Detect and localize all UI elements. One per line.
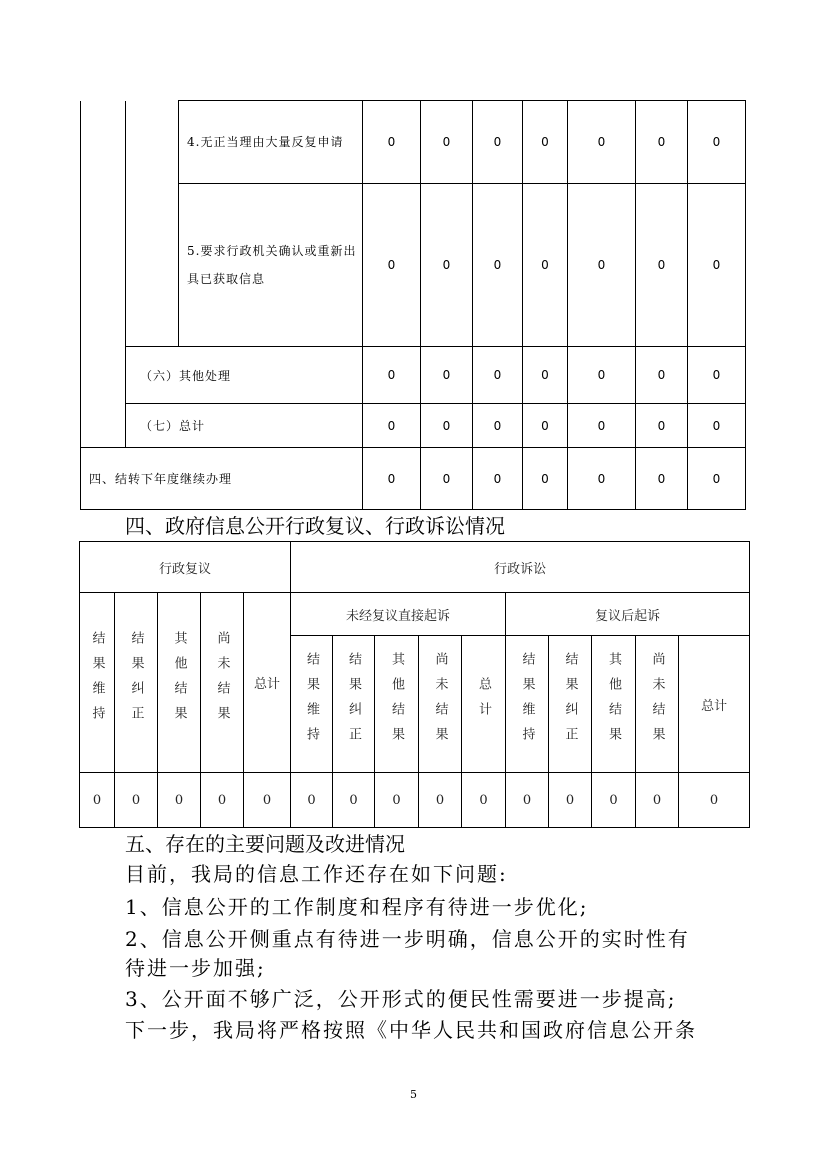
cell-value: 0 xyxy=(523,184,568,347)
row-label: （六）其他处理 xyxy=(126,347,363,404)
cell-value: 0 xyxy=(688,101,746,184)
cell-value: 0 xyxy=(421,101,473,184)
section-heading: 四、政府信息公开行政复议、行政诉讼情况 xyxy=(125,514,505,538)
col-header: 总计 xyxy=(462,636,506,773)
cell-value: 0 xyxy=(549,773,592,828)
paragraph-line: 下一步，我局将严格按照《中华人民共和国政府信息公开条 xyxy=(125,1018,697,1042)
col-header: 其他结果 xyxy=(158,593,201,773)
col-header: 尚未结果 xyxy=(636,636,679,773)
cell-value: 0 xyxy=(523,448,568,510)
application-handling-table xyxy=(80,100,746,510)
table-row xyxy=(81,347,746,404)
cell-value: 0 xyxy=(568,184,636,347)
cell-value: 0 xyxy=(473,404,523,448)
col-header: 其他结果 xyxy=(592,636,636,773)
cell-value: 0 xyxy=(688,448,746,510)
cell-value: 0 xyxy=(363,184,421,347)
cell-value: 0 xyxy=(523,347,568,404)
col-header-total: 总计 xyxy=(679,636,750,773)
col-header: 其他结果 xyxy=(375,636,419,773)
blank-cell xyxy=(126,101,179,347)
table-row xyxy=(81,448,746,510)
cell-value: 0 xyxy=(291,773,333,828)
col-header: 结果维持 xyxy=(506,636,549,773)
review-litigation-table xyxy=(79,541,750,828)
cell-value: 0 xyxy=(115,773,158,828)
cell-value: 0 xyxy=(80,773,115,828)
cell-value: 0 xyxy=(421,448,473,510)
col-header: 结果纠正 xyxy=(333,636,375,773)
cell-value: 0 xyxy=(363,404,421,448)
header-after-review: 复议后起诉 xyxy=(506,593,750,636)
paragraph-line: 2、信息公开侧重点有待进一步明确，信息公开的实时性有 xyxy=(125,927,690,951)
cell-value: 0 xyxy=(363,448,421,510)
cell-value: 0 xyxy=(201,773,244,828)
col-header: 结果纠正 xyxy=(115,593,158,773)
cell-value: 0 xyxy=(462,773,506,828)
cell-value: 0 xyxy=(363,347,421,404)
blank-cell xyxy=(81,101,126,448)
paragraph-line: 待进一步加强; xyxy=(125,956,266,980)
table-row xyxy=(81,101,746,184)
cell-value: 0 xyxy=(636,347,688,404)
col-header: 结果维持 xyxy=(291,636,333,773)
cell-value: 0 xyxy=(568,347,636,404)
table-row xyxy=(80,773,750,828)
col-header: 结果纠正 xyxy=(549,636,592,773)
cell-value: 0 xyxy=(473,184,523,347)
cell-value: 0 xyxy=(523,101,568,184)
cell-value: 0 xyxy=(375,773,419,828)
col-header: 结果维持 xyxy=(80,593,115,773)
cell-value: 0 xyxy=(363,101,421,184)
cell-value: 0 xyxy=(473,448,523,510)
section-heading: 五、存在的主要问题及改进情况 xyxy=(125,832,405,856)
cell-value: 0 xyxy=(419,773,462,828)
header-review: 行政复议 xyxy=(80,542,291,593)
cell-value: 0 xyxy=(568,448,636,510)
cell-value: 0 xyxy=(688,184,746,347)
header-direct-suit: 未经复议直接起诉 xyxy=(291,593,506,636)
cell-value: 0 xyxy=(333,773,375,828)
cell-value: 0 xyxy=(592,773,636,828)
cell-value: 0 xyxy=(636,448,688,510)
row-label: 四、结转下年度继续办理 xyxy=(81,448,363,510)
paragraph-line: 目前，我局的信息工作还存在如下问题: xyxy=(125,862,508,886)
col-header: 尚未结果 xyxy=(419,636,462,773)
cell-value: 0 xyxy=(568,404,636,448)
cell-value: 0 xyxy=(636,773,679,828)
cell-value: 0 xyxy=(679,773,750,828)
cell-value: 0 xyxy=(421,404,473,448)
cell-value: 0 xyxy=(473,101,523,184)
header-litigation: 行政诉讼 xyxy=(291,542,750,593)
page-number: 5 xyxy=(410,1088,417,1101)
cell-value: 0 xyxy=(244,773,291,828)
col-header-total: 总计 xyxy=(244,593,291,773)
paragraph-line: 3、公开面不够广泛，公开形式的便民性需要进一步提高; xyxy=(125,987,677,1011)
cell-value: 0 xyxy=(523,404,568,448)
cell-value: 0 xyxy=(636,184,688,347)
cell-value: 0 xyxy=(421,184,473,347)
cell-value: 0 xyxy=(688,347,746,404)
cell-value: 0 xyxy=(158,773,201,828)
cell-value: 0 xyxy=(688,404,746,448)
cell-value: 0 xyxy=(421,347,473,404)
cell-value: 0 xyxy=(568,101,636,184)
row-label: 5.要求行政机关确认或重新出具已获取信息 xyxy=(179,184,363,347)
cell-value: 0 xyxy=(473,347,523,404)
col-header: 尚未结果 xyxy=(201,593,244,773)
table-row xyxy=(81,184,746,347)
cell-value: 0 xyxy=(506,773,549,828)
cell-value: 0 xyxy=(636,101,688,184)
row-label: （七）总计 xyxy=(126,404,363,448)
table-row xyxy=(81,404,746,448)
cell-value: 0 xyxy=(636,404,688,448)
row-label: 4.无正当理由大量反复申请 xyxy=(179,101,363,184)
paragraph-line: 1、信息公开的工作制度和程序有待进一步优化; xyxy=(125,895,589,919)
